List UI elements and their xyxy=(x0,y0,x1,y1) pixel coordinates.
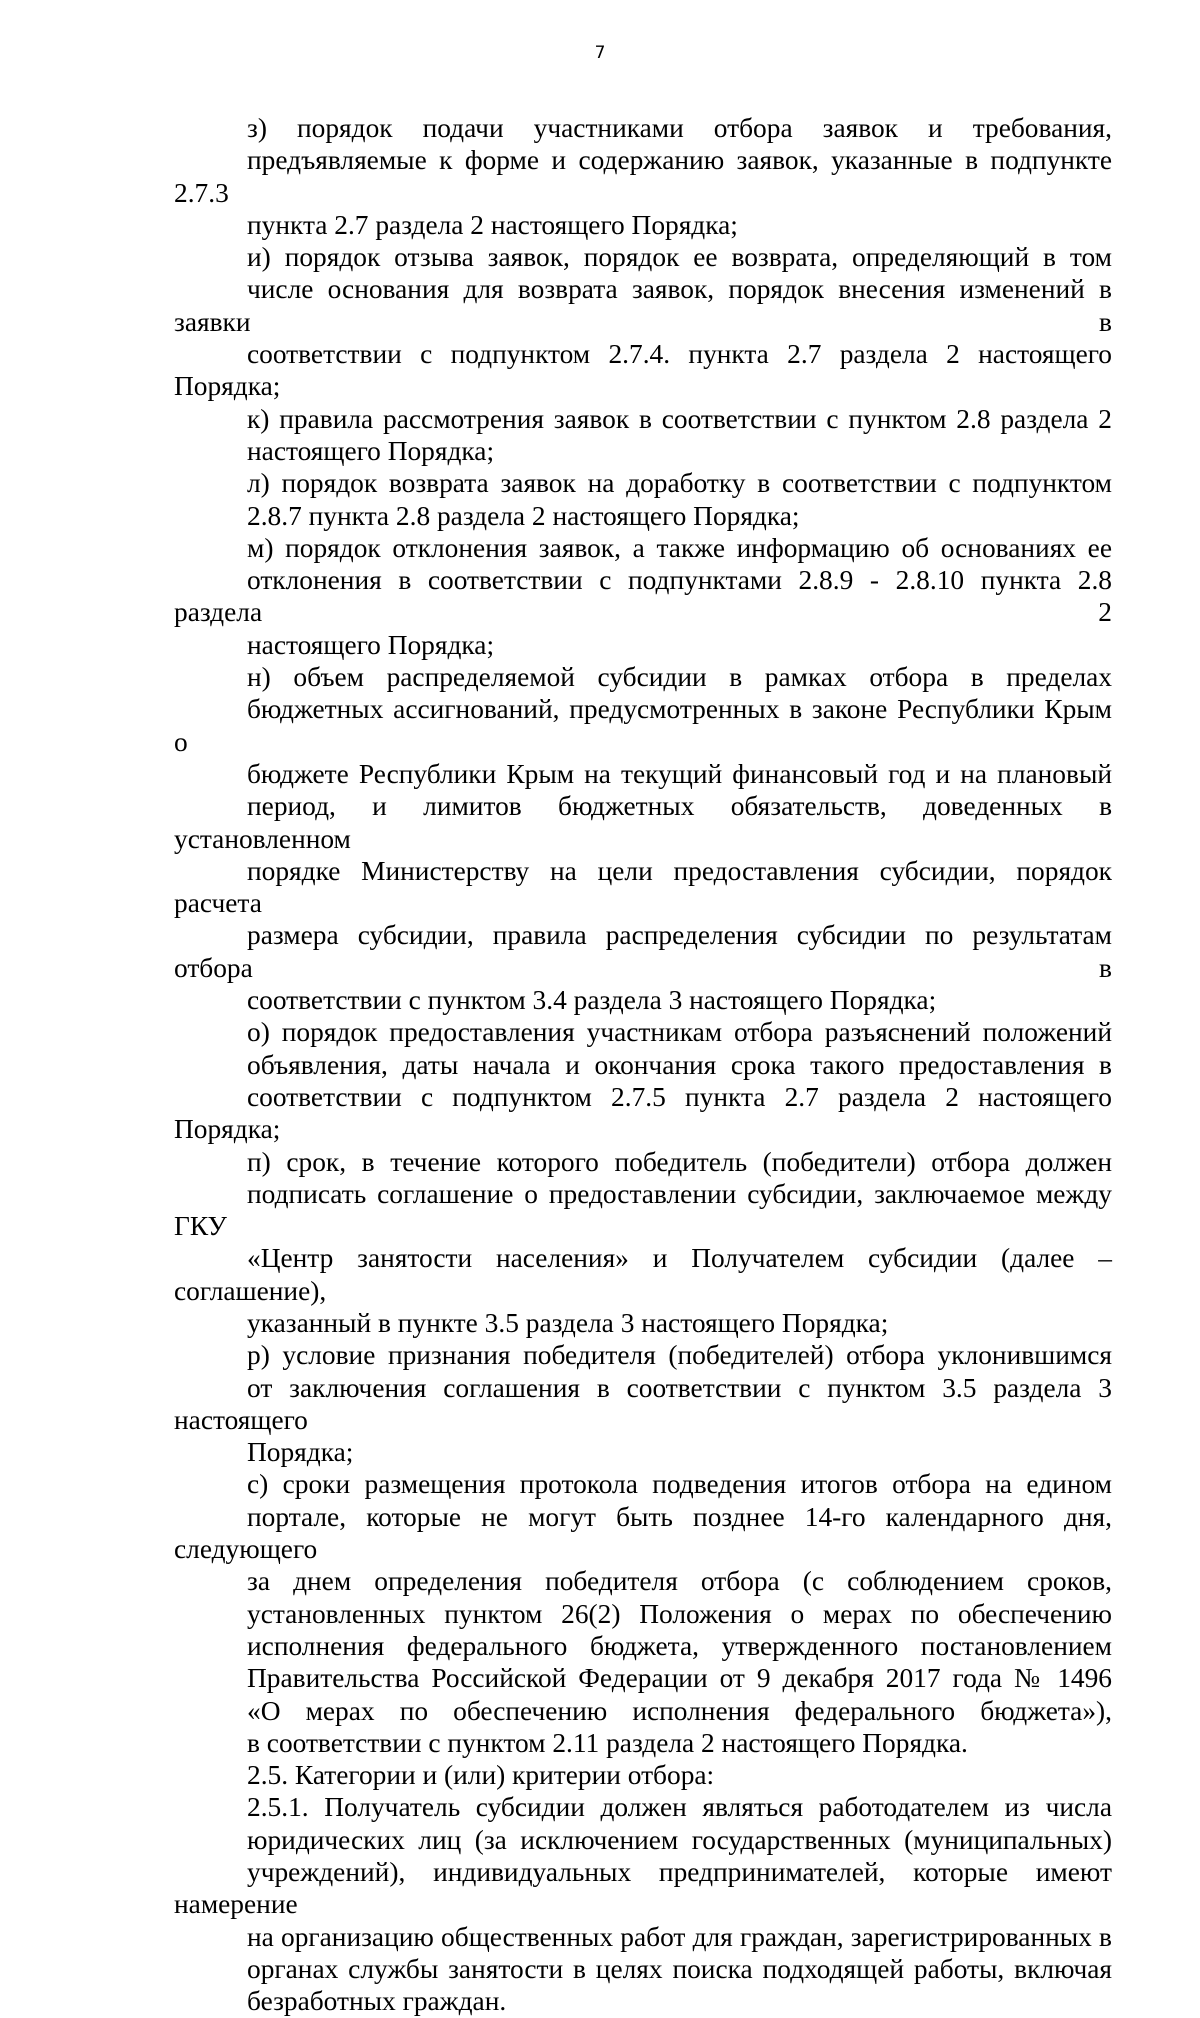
text-line: отклонения в соответствии с подпунктами 2.8.9 - 2.8.10 пункта 2.8 раздела 2 xyxy=(174,565,1112,628)
text-line: р) условие признания победителя (победителей) отбора уклонившимся xyxy=(247,1340,1112,1371)
text-line: соответствии с подпунктом 2.7.5 пункта 2.7 раздела 2 настоящего Порядка; xyxy=(174,1081,1112,1145)
text-line: п) срок, в течение которого победитель (победители) отбора должен xyxy=(247,1146,1112,1177)
paragraph-p25 xyxy=(174,1759,1112,1791)
text-line: 2.5.1. Получатель субсидии должен являться работодателем из числа xyxy=(247,1792,1112,1823)
text-line: с) сроки размещения протокола подведения итогов отбора на едином xyxy=(247,1469,1112,1500)
text-line: порядке Министерству на цели предоставления субсидии, порядок расчета xyxy=(174,855,1112,919)
text-line: от заключения соглашения в соответствии с пунктом 3.5 раздела 3 настоящего xyxy=(174,1372,1112,1435)
text-line: л) порядок возврата заявок на доработку в соответствии с подпунктом xyxy=(247,468,1112,499)
page-number: 7 xyxy=(594,43,606,63)
text-line: н) объем распределяемой субсидии в рамках отбора в пределах xyxy=(247,662,1112,693)
text-line: соответствии с подпунктом 2.7.4. пункта 2.7 раздела 2 настоящего Порядка; xyxy=(174,339,1112,402)
text-line: настоящего Порядка; xyxy=(247,629,495,660)
text-line: предъявляемые к форме и содержанию заявок, указанные в подпункте 2.7.3 xyxy=(174,145,1112,208)
text-line: 2.8.7 пункта 2.8 раздела 2 настоящего Порядка; xyxy=(247,500,800,531)
paragraph-s xyxy=(174,1468,1112,1759)
text-line: «Центр занятости населения» и Получателем субсидии (далее – соглашение), xyxy=(174,1243,1112,1306)
text-line: подписать соглашение о предоставлении субсидии, заключаемое между ГКУ xyxy=(174,1178,1112,1242)
text-line: период, и лимитов бюджетных обязательств, доведенных в установленном xyxy=(174,791,1112,854)
text-line: «О мерах по обеспечению исполнения федерального бюджета»), xyxy=(247,1695,1112,1726)
text-line: о) порядок предоставления участникам отбора разъяснений положений xyxy=(247,1017,1112,1048)
paragraph-i xyxy=(174,241,1112,402)
paragraph-n xyxy=(174,661,1112,1016)
paragraph-k xyxy=(174,403,1112,468)
document-body xyxy=(174,112,1112,2018)
text-line: и) порядок отзыва заявок, порядок ее возврата, определяющий в том xyxy=(247,242,1112,273)
text-line: размера субсидии, правила распределения субсидии по результатам отбора в xyxy=(174,920,1112,983)
text-line: м) порядок отклонения заявок, а также информацию об основаниях ее xyxy=(247,532,1112,563)
text-line: за днем определения победителя отбора (с соблюдением сроков, xyxy=(247,1566,1112,1597)
text-line: 2.5. Категории и (или) критерии отбора: xyxy=(247,1760,715,1791)
text-line: юридических лиц (за исключением государственных (муниципальных) xyxy=(247,1824,1112,1855)
paragraph-m xyxy=(174,532,1112,661)
text-line: Порядка; xyxy=(247,1437,354,1468)
paragraph-l xyxy=(174,467,1112,532)
text-line: соответствии с пунктом 3.4 раздела 3 настоящего Порядка; xyxy=(247,985,937,1016)
text-line: указанный в пункте 3.5 раздела 3 настоящего Порядка; xyxy=(247,1307,889,1338)
text-line: учреждений), индивидуальных предпринимателей, которые имеют намерение xyxy=(174,1857,1112,1920)
text-line: объявления, даты начала и окончания срока такого предоставления в xyxy=(247,1049,1112,1080)
text-line: бюджете Республики Крым на текущий финансовый год и на плановый xyxy=(247,758,1112,789)
text-line: настоящего Порядка; xyxy=(247,435,495,466)
paragraph-o xyxy=(174,1016,1112,1145)
text-line: к) правила рассмотрения заявок в соответствии с пунктом 2.8 раздела 2 xyxy=(247,403,1112,434)
paragraph-z xyxy=(174,112,1112,241)
text-line: органах службы занятости в целях поиска подходящей работы, включая xyxy=(247,1953,1112,1984)
paragraph-p xyxy=(174,1146,1112,1340)
text-line: бюджетных ассигнований, предусмотренных в законе Республики Крым о xyxy=(174,694,1112,757)
text-line: портале, которые не могут быть позднее 14-го календарного дня, следующего xyxy=(174,1501,1112,1565)
paragraph-r xyxy=(174,1339,1112,1468)
paragraph-p251 xyxy=(174,1791,1112,2017)
text-line: безработных граждан. xyxy=(247,1986,507,2017)
text-line: исполнения федерального бюджета, утвержденного постановлением xyxy=(247,1630,1112,1661)
text-line: на организацию общественных работ для граждан, зарегистрированных в xyxy=(247,1921,1112,1952)
text-line: пункта 2.7 раздела 2 настоящего Порядка; xyxy=(247,209,738,240)
text-line: в соответствии с пунктом 2.11 раздела 2 настоящего Порядка. xyxy=(247,1727,968,1758)
text-line: числе основания для возврата заявок, порядок внесения изменений в заявки в xyxy=(174,274,1112,337)
text-line: установленных пунктом 26(2) Положения о мерах по обеспечению xyxy=(247,1598,1112,1629)
text-line: Правительства Российской Федерации от 9 декабря 2017 года № 1496 xyxy=(247,1663,1112,1694)
text-line: з) порядок подачи участниками отбора заявок и требования, xyxy=(247,113,1112,143)
